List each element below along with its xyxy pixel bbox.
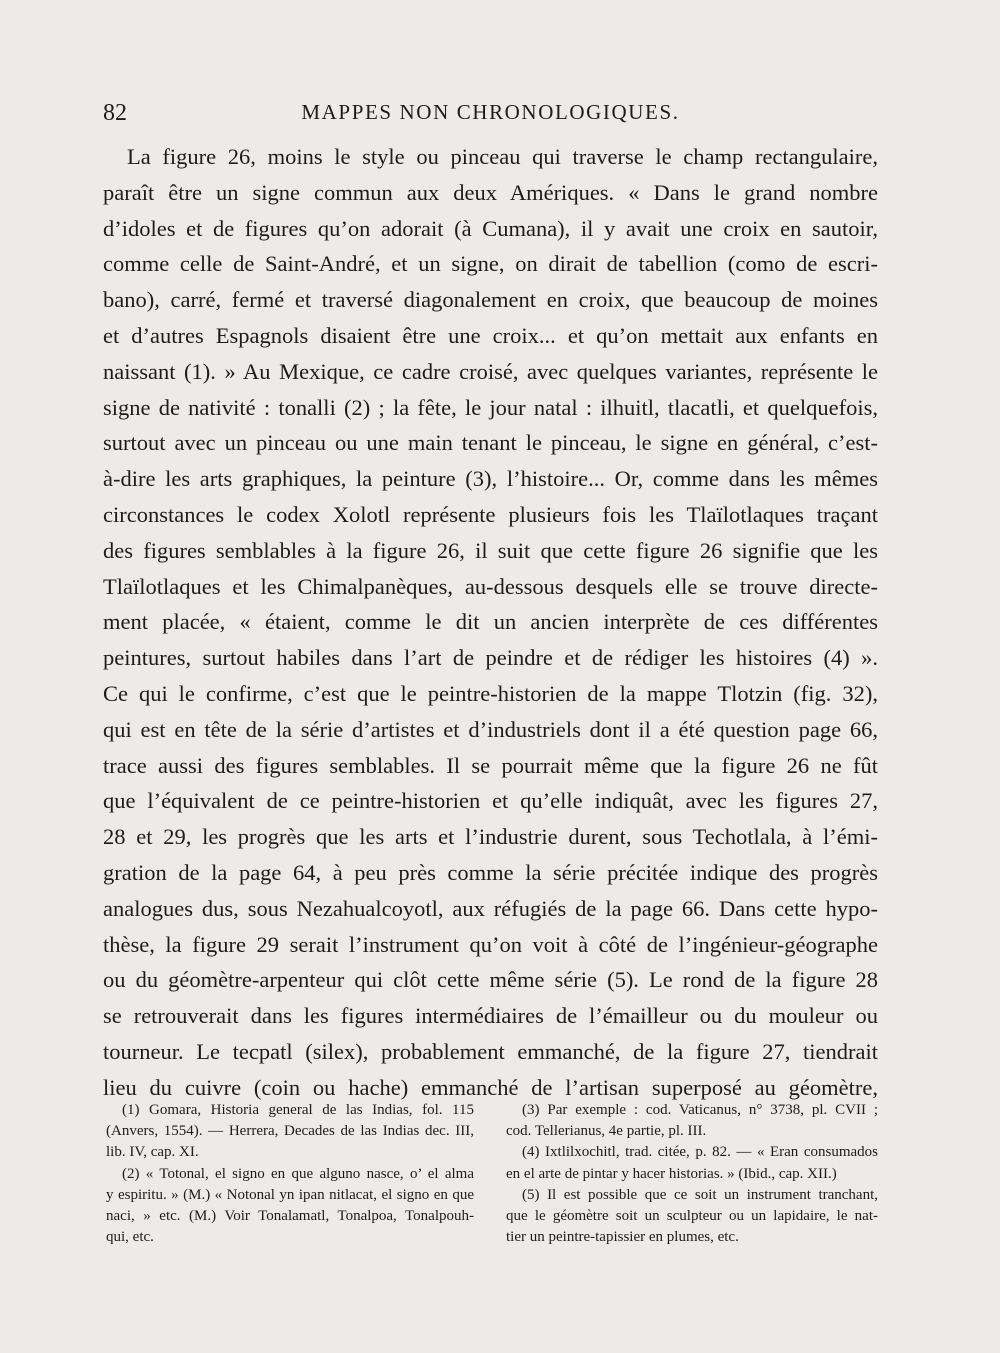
body-line: que l’équivalent de ce peintre-historien et qu’elle indiquât, avec les figures 27,: [103, 788, 878, 814]
footnote-line: (2) « Totonal, el signo en que alguno nasce, o’ el alma: [122, 1165, 474, 1182]
footnote-line: (Anvers, 1554). — Herrera, Decades de las Indias dec. III,: [106, 1123, 474, 1140]
footnote-line: y espiritu. » (M.) « Notonal yn ipan nitlacat, el signo en que: [106, 1186, 474, 1203]
body-line: 28 et 29, les progrès que les arts et l’industrie durent, sous Techotlala, à l’émi-: [103, 824, 878, 850]
footnote-line: en el arte de pintar y hacer historias. » (Ibid., cap. XII.): [506, 1165, 837, 1182]
body-line: et d’autres Espagnols disaient être une croix... et qu’on mettait aux enfants en: [103, 322, 878, 348]
footnotes-left-column: [106, 1100, 474, 1248]
body-line: signe de nativité : tonalli (2) ; la fête, le jour natal : ilhuitl, tlacatli, et quelquefois,: [103, 394, 878, 420]
footnote-line: que le géomètre soit un sculpteur ou un lapidaire, le nat-: [506, 1207, 878, 1224]
footnote-line: (5) Il est possible que ce soit un instrument tranchant,: [522, 1186, 878, 1203]
footnote-line: qui, etc.: [106, 1229, 154, 1246]
body-line: comme celle de Saint-André, et un signe, on dirait de tabellion (como de escri-: [103, 251, 878, 277]
body-line: tourneur. Le tecpatl (silex), probablement emmanché, de la figure 27, tiendrait: [103, 1038, 878, 1064]
footnote-line: tier un peintre-tapissier en plumes, etc.: [506, 1229, 739, 1246]
footnote-line: (4) Ixtlilxochitl, trad. citée, p. 82. — « Eran consumados: [522, 1144, 878, 1161]
body-line: ment placée, « étaient, comme le dit un ancien interprète de ces différentes: [103, 609, 878, 635]
body-line: Ce qui le confirme, c’est que le peintre-historien de la mappe Tlotzin (fig. 32),: [103, 680, 878, 706]
running-title: MAPPES NON CHRONOLOGIQUES.: [301, 100, 680, 124]
body-line: lieu du cuivre (coin ou hache) emmanché de l’artisan superposé au géomètre,: [103, 1074, 878, 1100]
body-line: analogues dus, sous Nezahualcoyotl, aux réfugiés de la page 66. Dans cette hypo-: [103, 895, 878, 921]
body-line: des figures semblables à la figure 26, il suit que cette figure 26 signifie que les: [103, 537, 878, 563]
body-line: trace aussi des figures semblables. Il se pourrait même que la figure 26 ne fût: [103, 752, 878, 778]
body-line: se retrouverait dans les figures intermédiaires de l’émailleur ou du mouleur ou: [103, 1003, 878, 1029]
body-line: surtout avec un pinceau ou une main tenant le pinceau, le signe en général, c’est-: [103, 430, 878, 456]
footnote-line: (3) Par exemple : cod. Vaticanus, n° 3738, pl. CVII ;: [522, 1102, 878, 1118]
body-line: qui est en tête de la série d’artistes et d’industriels dont il a été question page 66,: [103, 716, 878, 742]
body-line: gration de la page 64, à peu près comme la série précitée indique des progrès: [103, 859, 878, 885]
body-text: [103, 139, 878, 1106]
body-line: thèse, la figure 29 serait l’instrument qu’on voit à côté de l’ingénieur-géographe: [103, 931, 878, 957]
body-line: peintures, surtout habiles dans l’art de peindre et de rédiger les histoires (4) ».: [103, 645, 878, 671]
footnotes-right-column: [506, 1100, 878, 1248]
footnotes: [106, 1100, 876, 1260]
body-line: Tlaïlotlaques et les Chimalpanèques, au-dessous desquels elle se trouve directe-: [103, 573, 878, 599]
body-line: La figure 26, moins le style ou pinceau qui traverse le champ rectangulaire,: [127, 144, 878, 169]
body-line: d’idoles et de figures qu’on adorait (à Cumana), il y avait une croix en sautoir,: [103, 215, 878, 241]
footnote-line: (1) Gomara, Historia general de las Indias, fol. 115: [122, 1102, 474, 1118]
body-line: ou du géomètre-arpenteur qui clôt cette même série (5). Le rond de la figure 28: [103, 967, 878, 993]
footnote-line: lib. IV, cap. XI.: [106, 1144, 199, 1161]
body-line: circonstances le codex Xolotl représente plusieurs fois les Tlaïlotlaques traçant: [103, 501, 878, 527]
page-number: 82: [103, 100, 127, 126]
footnote-line: cod. Tellerianus, 4e partie, pl. III.: [506, 1123, 707, 1140]
footnote-line: naci, » etc. (M.) Voir Tonalamatl, Tonalpoa, Tonalpouh-: [106, 1207, 474, 1224]
body-line: naissant (1). » Au Mexique, ce cadre croisé, avec quelques variantes, représente le: [103, 358, 878, 384]
body-line: bano), carré, fermé et traversé diagonalement en croix, que beaucoup de moines: [103, 287, 878, 313]
body-line: paraît être un signe commun aux deux Amériques. « Dans le grand nombre: [103, 179, 878, 205]
page-header: [103, 100, 878, 132]
body-line: à-dire les arts graphiques, la peinture (3), l’histoire... Or, comme dans les mêmes: [103, 466, 878, 492]
